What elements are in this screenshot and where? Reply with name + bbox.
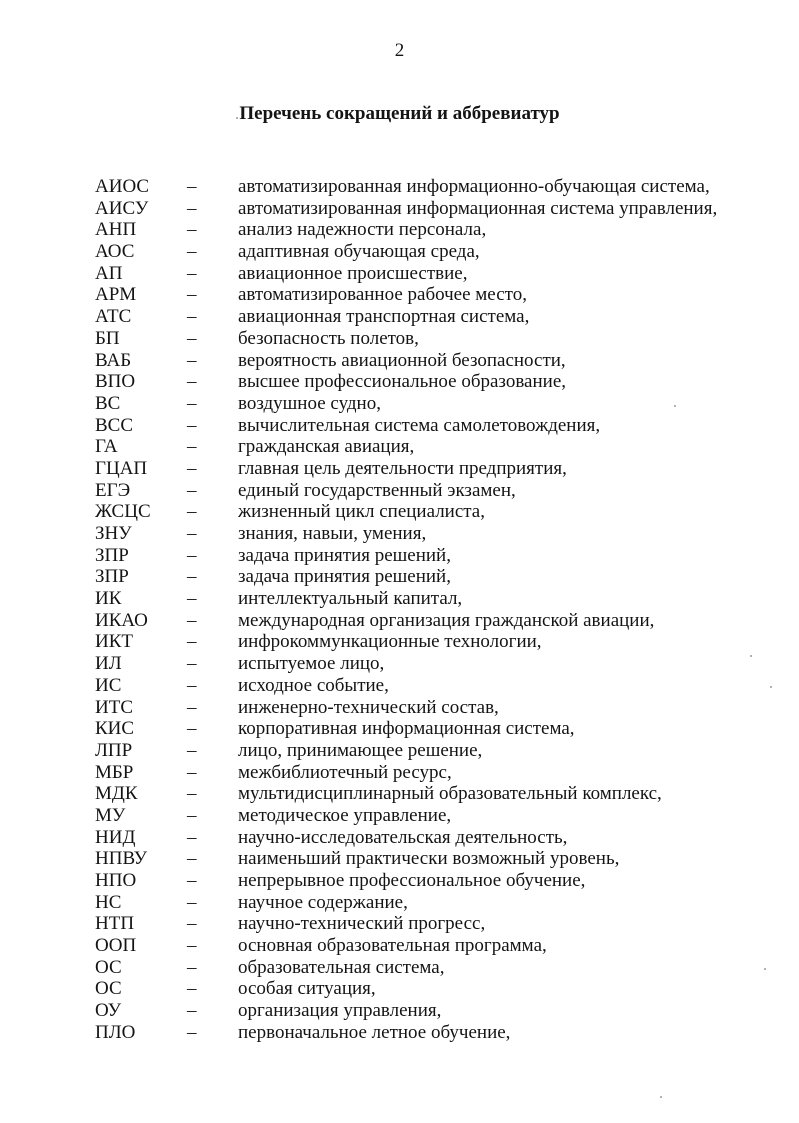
abbreviation: ГА	[95, 436, 118, 458]
abbreviation: АИОС	[95, 176, 150, 197]
abbreviation-row	[0, 697, 799, 719]
abbreviation-row	[0, 740, 799, 762]
separator-dash: –	[187, 978, 197, 1000]
abbreviation-row	[0, 762, 799, 784]
separator-dash: –	[187, 349, 197, 371]
abbreviation-definition: интеллектуальный капитал,	[238, 588, 463, 610]
abbreviation-definition: вероятность авиационной безопасности,	[238, 349, 566, 371]
abbreviation-row	[0, 675, 799, 697]
abbreviation-row	[0, 848, 799, 870]
abbreviation-definition: непрерывное профессиональное обучение,	[238, 870, 586, 891]
abbreviation-row	[0, 783, 799, 805]
separator-dash: –	[187, 501, 197, 523]
abbreviation: ЗПР	[95, 544, 129, 566]
abbreviation-definition: основная образовательная программа,	[238, 935, 547, 957]
separator-dash: –	[187, 804, 197, 826]
abbreviation-row	[0, 957, 799, 979]
abbreviation-row	[0, 870, 799, 892]
abbreviation: БП	[95, 327, 120, 349]
abbreviation-definition: инженерно-технический состав,	[238, 696, 499, 718]
separator-dash: –	[187, 739, 197, 761]
abbreviation-definition: авиационное происшествие,	[238, 262, 468, 284]
abbreviation: ЗПР	[95, 566, 129, 588]
abbreviation-row	[0, 588, 799, 610]
abbreviation: КИС	[95, 718, 135, 740]
separator-dash: –	[187, 696, 197, 718]
separator-dash: –	[187, 306, 197, 328]
abbreviation-definition: особая ситуация,	[238, 978, 376, 1000]
abbreviation: ИТС	[95, 696, 133, 718]
abbreviation-row	[0, 306, 799, 328]
abbreviation-definition: автоматизированное рабочее место,	[238, 284, 527, 306]
abbreviation-definition: адаптивная обучающая среда,	[238, 241, 480, 263]
abbreviation-definition: задача принятия решений,	[238, 544, 451, 566]
separator-dash: –	[187, 870, 197, 891]
abbreviation-definition: наименьший практически возможный уровень,	[238, 848, 620, 870]
abbreviation-definition: авиационная транспортная система,	[238, 306, 530, 328]
separator-dash: –	[187, 718, 197, 740]
abbreviation: НИД	[95, 826, 136, 848]
abbreviation-definition: автоматизированная информационно-обучающая система,	[238, 176, 710, 197]
abbreviation: ООП	[95, 935, 137, 957]
separator-dash: –	[187, 848, 197, 870]
abbreviation-list	[0, 176, 799, 1044]
separator-dash: –	[187, 392, 197, 414]
abbreviation-definition: безопасность полетов,	[238, 327, 419, 349]
abbreviation: ПЛО	[95, 1021, 136, 1043]
abbreviation-definition: гражданская авиация,	[238, 436, 415, 458]
abbreviation: ИКТ	[95, 631, 133, 653]
separator-dash: –	[187, 262, 197, 284]
abbreviation-row	[0, 350, 799, 372]
separator-dash: –	[187, 826, 197, 848]
separator-dash: –	[187, 653, 197, 675]
abbreviation-row	[0, 241, 799, 263]
abbreviation-row	[0, 284, 799, 306]
abbreviation-row	[0, 653, 799, 675]
abbreviation-definition: научно-технический прогресс,	[238, 913, 486, 935]
abbreviation-row	[0, 501, 799, 523]
separator-dash: –	[187, 327, 197, 349]
separator-dash: –	[187, 457, 197, 479]
abbreviation: МДК	[95, 783, 138, 805]
abbreviation-row	[0, 935, 799, 957]
separator-dash: –	[187, 631, 197, 653]
separator-dash: –	[187, 284, 197, 306]
abbreviation-definition: научно-исследовательская деятельность,	[238, 826, 568, 848]
abbreviation: ИКАО	[95, 609, 148, 631]
abbreviation-definition: международная организация гражданской авиации,	[238, 609, 655, 631]
abbreviation-definition: автоматизированная информационная система управления,	[238, 197, 718, 219]
abbreviation-row	[0, 263, 799, 285]
abbreviation: ЛПР	[95, 739, 133, 761]
abbreviation-row	[0, 523, 799, 545]
separator-dash: –	[187, 523, 197, 544]
abbreviation: НС	[95, 891, 122, 913]
abbreviation-definition: знания, навыи, умения,	[238, 523, 427, 544]
abbreviation: НПВУ	[95, 848, 148, 870]
separator-dash: –	[187, 913, 197, 935]
separator-dash: –	[187, 674, 197, 696]
abbreviation-row	[0, 480, 799, 502]
abbreviation: ОУ	[95, 1000, 122, 1022]
separator-dash: –	[187, 197, 197, 219]
abbreviation-definition: вычислительная система самолетовождения,	[238, 414, 601, 436]
scan-speck	[674, 405, 676, 407]
scan-speck	[764, 968, 766, 970]
abbreviation-row	[0, 371, 799, 393]
abbreviation: ВАБ	[95, 349, 132, 371]
abbreviation-definition: мультидисциплинарный образовательный комплекс,	[238, 783, 662, 805]
page-number: 2	[394, 40, 405, 61]
separator-dash: –	[187, 544, 197, 566]
abbreviation-row	[0, 436, 799, 458]
abbreviation-definition: образовательная система,	[238, 956, 445, 978]
page-title: Перечень сокращений и аббревиатур	[239, 103, 560, 124]
separator-dash: –	[187, 479, 197, 501]
abbreviation-row	[0, 913, 799, 935]
abbreviation-row	[0, 328, 799, 350]
separator-dash: –	[187, 219, 197, 241]
abbreviation-definition: научное содержание,	[238, 891, 408, 913]
abbreviation: НТП	[95, 913, 135, 935]
separator-dash: –	[187, 566, 197, 588]
abbreviation-row	[0, 631, 799, 653]
abbreviation: МБР	[95, 761, 134, 783]
abbreviation-definition: задача принятия решений,	[238, 566, 451, 588]
abbreviation-definition: единый государственный экзамен,	[238, 479, 516, 501]
abbreviation-definition: методическое управление,	[238, 804, 452, 826]
abbreviation: АИСУ	[95, 197, 149, 219]
abbreviation-row	[0, 978, 799, 1000]
abbreviation: ВПО	[95, 371, 136, 393]
abbreviation-row	[0, 1022, 799, 1044]
abbreviation: МУ	[95, 804, 126, 826]
abbreviation: АТС	[95, 306, 132, 328]
separator-dash: –	[187, 371, 197, 393]
abbreviation: ИС	[95, 674, 122, 696]
abbreviation-row	[0, 219, 799, 241]
scan-speck	[660, 1096, 662, 1098]
separator-dash: –	[187, 609, 197, 631]
abbreviation-definition: межбиблиотечный ресурс,	[238, 761, 452, 783]
abbreviation: ЗНУ	[95, 523, 132, 544]
abbreviation: ОС	[95, 956, 122, 978]
abbreviation: ГЦАП	[95, 457, 148, 479]
abbreviation-definition: испытуемое лицо,	[238, 653, 385, 675]
abbreviation-definition: главная цель деятельности предприятия,	[238, 457, 567, 479]
abbreviation-row	[0, 805, 799, 827]
abbreviation-row	[0, 198, 799, 220]
separator-dash: –	[187, 588, 197, 610]
abbreviation-row	[0, 892, 799, 914]
abbreviation-definition: анализ надежности персонала,	[238, 219, 487, 241]
abbreviation: ИК	[95, 588, 122, 610]
separator-dash: –	[187, 891, 197, 913]
abbreviation: АРМ	[95, 284, 137, 306]
abbreviation-row	[0, 176, 799, 198]
abbreviation-definition: воздушное судно,	[238, 392, 381, 414]
separator-dash: –	[187, 935, 197, 957]
abbreviation: ЕГЭ	[95, 479, 131, 501]
scan-speck	[770, 686, 772, 688]
separator-dash: –	[187, 414, 197, 436]
separator-dash: –	[187, 761, 197, 783]
abbreviation: АП	[95, 262, 123, 284]
abbreviation-definition: корпоративная информационная система,	[238, 718, 575, 740]
abbreviation-definition: исходное событие,	[238, 674, 389, 696]
abbreviation: АОС	[95, 241, 135, 263]
abbreviation-row	[0, 458, 799, 480]
separator-dash: –	[187, 1021, 197, 1043]
abbreviation-definition: высшее профессиональное образование,	[238, 371, 567, 393]
abbreviation-row	[0, 610, 799, 632]
abbreviation-definition: первоначальное летное обучение,	[238, 1021, 511, 1043]
abbreviation-definition: инфрокоммункационные технологии,	[238, 631, 542, 653]
abbreviation-row	[0, 566, 799, 588]
separator-dash: –	[187, 176, 197, 197]
abbreviation-row	[0, 1000, 799, 1022]
abbreviation: ИЛ	[95, 653, 122, 675]
separator-dash: –	[187, 1000, 197, 1022]
abbreviation-row	[0, 393, 799, 415]
separator-dash: –	[187, 783, 197, 805]
separator-dash: –	[187, 956, 197, 978]
abbreviation-row	[0, 545, 799, 567]
scan-speck	[236, 117, 238, 119]
abbreviation: АНП	[95, 219, 137, 241]
abbreviation-row	[0, 415, 799, 437]
separator-dash: –	[187, 436, 197, 458]
separator-dash: –	[187, 241, 197, 263]
abbreviation: ЖСЦС	[95, 501, 151, 523]
abbreviation: ВСС	[95, 414, 134, 436]
abbreviation-definition: организация управления,	[238, 1000, 442, 1022]
abbreviation-row	[0, 718, 799, 740]
abbreviation: НПО	[95, 870, 137, 891]
abbreviation-row	[0, 827, 799, 849]
abbreviation: ВС	[95, 392, 121, 414]
abbreviation-definition: лицо, принимающее решение,	[238, 739, 483, 761]
scan-speck	[750, 655, 752, 657]
abbreviation-definition: жизненный цикл специалиста,	[238, 501, 485, 523]
abbreviation: ОС	[95, 978, 122, 1000]
